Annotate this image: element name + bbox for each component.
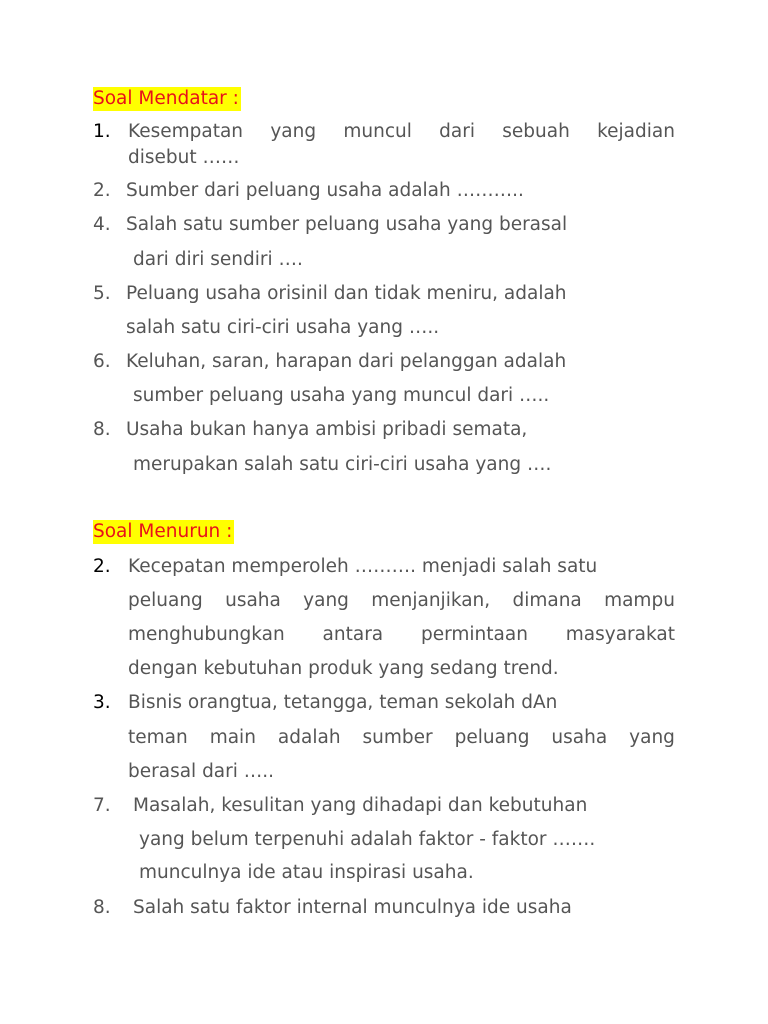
menurun-item-2-line-3 — [128, 624, 675, 646]
mendatar-item-1-line-2: disebut …… — [128, 147, 240, 168]
mendatar-item-1-line-1-word: muncul — [343, 121, 412, 142]
menurun-item-2-line-3-word: menghubungkan — [128, 624, 285, 645]
menurun-item-3-line-3: berasal dari ….. — [128, 761, 275, 782]
heading-menurun: Soal Menurun : — [93, 521, 233, 542]
menurun-item-2-line-2-word: usaha — [225, 590, 281, 611]
mendatar-item-1-line-1-word: kejadian — [597, 121, 675, 142]
menurun-item-7-number: 7. — [93, 795, 111, 816]
menurun-item-2-number: 2. — [93, 556, 111, 577]
menurun-item-3-line-2-word: usaha — [551, 727, 608, 748]
mendatar-item-5-number: 5. — [93, 283, 111, 304]
menurun-item-2-line-2-word: menjanjikan, — [371, 590, 491, 611]
mendatar-item-8-line-1: Usaha bukan hanya ambisi pribadi semata, — [126, 419, 528, 440]
menurun-item-3-line-2-word: yang — [629, 727, 675, 748]
menurun-item-8-line-1: Salah satu faktor internal munculnya ide usaha — [133, 897, 572, 918]
mendatar-item-4-number: 4. — [93, 214, 111, 235]
menurun-item-8-number: 8. — [93, 897, 111, 918]
menurun-item-3-line-2-word: main — [209, 727, 256, 748]
menurun-item-3-line-2-word: peluang — [454, 727, 530, 748]
mendatar-item-1-line-1-word: yang — [270, 121, 317, 142]
menurun-item-2-line-3-word: permintaan — [420, 624, 528, 645]
menurun-item-7-line-3: munculnya ide atau inspirasi usaha. — [139, 862, 474, 883]
menurun-item-3-number: 3. — [93, 692, 111, 713]
mendatar-item-2-number: 2. — [93, 180, 111, 201]
mendatar-item-1-line-1 — [128, 121, 675, 143]
menurun-item-3-line-2 — [128, 727, 675, 749]
menurun-item-2-line-3-word: masyarakat — [565, 624, 675, 645]
mendatar-item-1-line-1-word: dari — [439, 121, 475, 142]
menurun-item-2-line-2-word: mampu — [604, 590, 675, 611]
mendatar-item-1-number: 1. — [93, 121, 111, 142]
menurun-item-7-line-2: yang belum terpenuhi adalah faktor - faktor ……. — [139, 829, 596, 850]
mendatar-item-6-line-1: Keluhan, saran, harapan dari pelanggan adalah — [126, 351, 567, 372]
menurun-item-3-line-2-word: adalah — [277, 727, 341, 748]
menurun-item-2-line-1: Kecepatan memperoleh ………. menjadi salah satu — [128, 556, 598, 577]
mendatar-item-8-number: 8. — [93, 419, 111, 440]
mendatar-item-2-line-1: Sumber dari peluang usaha adalah ……….. — [126, 180, 524, 201]
heading-mendatar: Soal Mendatar : — [93, 88, 239, 109]
menurun-item-2-line-4: dengan kebutuhan produk yang sedang trend. — [128, 658, 559, 679]
mendatar-item-5-line-1: Peluang usaha orisinil dan tidak meniru, adalah — [126, 283, 567, 304]
mendatar-item-6-line-2: sumber peluang usaha yang muncul dari ….. — [133, 385, 550, 406]
menurun-item-3-line-2-word: teman — [128, 727, 188, 748]
mendatar-item-6-number: 6. — [93, 351, 111, 372]
mendatar-item-4-line-2: dari diri sendiri …. — [133, 249, 303, 270]
menurun-item-3-line-1: Bisnis orangtua, tetangga, teman sekolah dAn — [128, 692, 558, 713]
menurun-item-2-line-2 — [128, 590, 675, 612]
menurun-item-2-line-2-word: dimana — [512, 590, 582, 611]
mendatar-item-1-line-1-word: Kesempatan — [128, 121, 244, 142]
menurun-item-2-line-2-word: peluang — [128, 590, 203, 611]
mendatar-item-4-line-1: Salah satu sumber peluang usaha yang berasal — [126, 214, 568, 235]
mendatar-item-1-line-1-word: sebuah — [502, 121, 570, 142]
menurun-item-2-line-2-word: yang — [303, 590, 349, 611]
mendatar-item-8-line-2: merupakan salah satu ciri-ciri usaha yang …. — [133, 454, 552, 475]
menurun-item-2-line-3-word: antara — [322, 624, 384, 645]
mendatar-item-5-line-2: salah satu ciri-ciri usaha yang ….. — [126, 317, 440, 338]
menurun-item-7-line-1: Masalah, kesulitan yang dihadapi dan kebutuhan — [133, 795, 588, 816]
menurun-item-3-line-2-word: sumber — [362, 727, 433, 748]
